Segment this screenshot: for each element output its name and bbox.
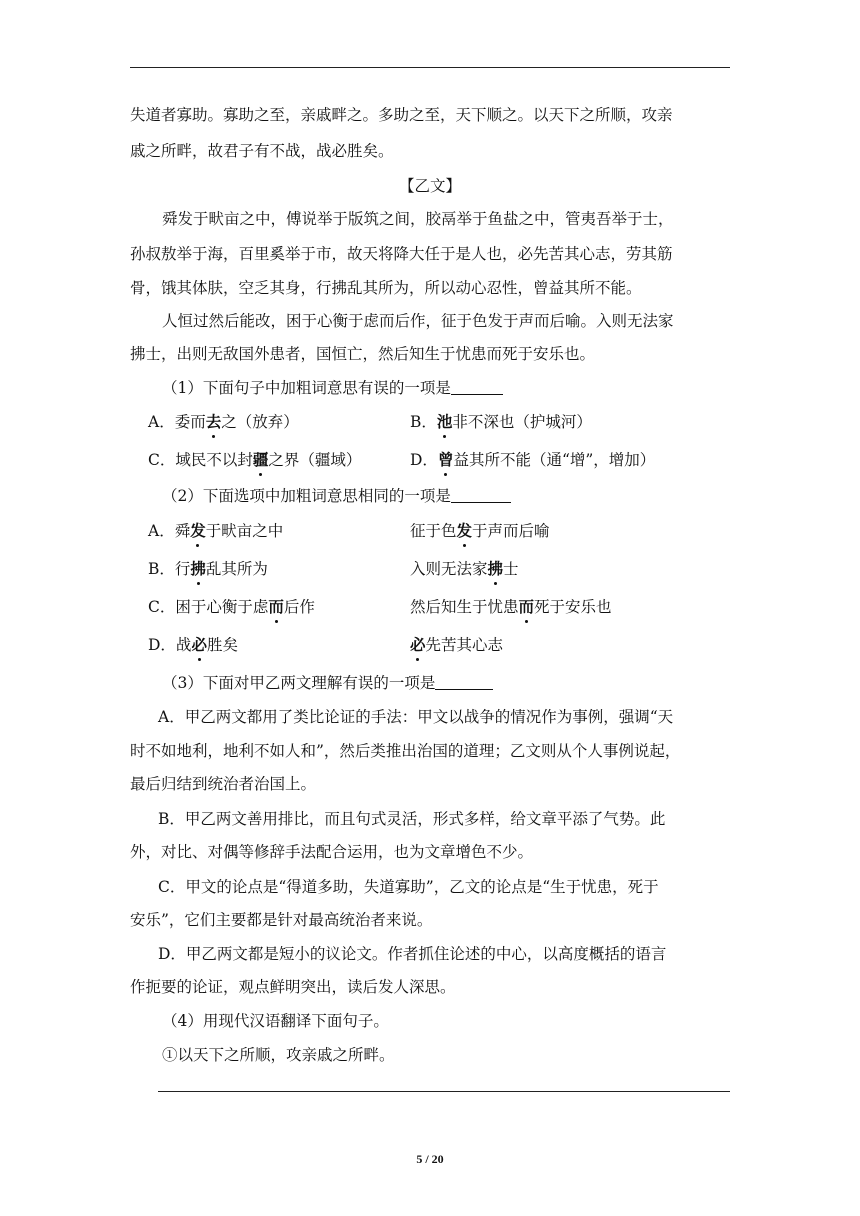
option-b-left: B．行拂乱其所为: [148, 559, 268, 578]
emphasized-word: 池: [436, 412, 453, 431]
option-b-right: 入则无法家拂士: [410, 559, 519, 578]
option-d-right: 必先苦其心志: [410, 635, 504, 654]
question-2-stem: [162, 486, 511, 506]
text-line: 舜发于畎亩之中，傅说举于版筑之间，胶鬲举于鱼盐之中，管夷吾举于士，: [162, 210, 674, 228]
emphasized-word: 而: [268, 597, 284, 616]
emphasized-word: 发: [456, 521, 473, 540]
text-line: 安乐”，它们主要都是针对最高统治者来说。: [130, 911, 433, 929]
text-line: 孙叔敖举于海，百里奚举于市，故天将降大任于是人也，必先苦其心志，劳其筋: [130, 245, 673, 263]
stem-text: （1）下面句子中加粗词意思有误的一项是: [162, 379, 451, 397]
text-line: 人恒过然后能改，困于心衡于虑而后作，征于色发于声而后喻。入则无法家: [162, 312, 674, 330]
text-line: B．甲乙两文善用排比，而且句式灵活，形式多样，给文章平添了气势。此: [158, 810, 666, 828]
emphasized-word: 必: [410, 635, 426, 654]
text-line: 最后归结到统治者治国上。: [130, 775, 317, 793]
option-d: D．曾益其所不能（通“增”，增加）: [410, 450, 656, 469]
question-1-stem: [162, 378, 503, 398]
answer-blank[interactable]: [451, 378, 503, 395]
text-line: 骨，饿其体肤，空乏其身，行拂乱其所为，所以动心忍性，曾益其所不能。: [130, 279, 642, 297]
option-c: C．域民不以封疆之界（疆域）: [148, 450, 362, 469]
text-line: C．甲文的论点是“得道多助，失道寡助”，乙文的论点是“生于忧患，死于: [158, 878, 659, 896]
emphasized-word: 疆: [252, 450, 269, 469]
text-line: 外，对比、对偶等修辞手法配合运用，也为文章增色不少。: [130, 843, 534, 861]
page-number: 5 / 20: [416, 1152, 444, 1166]
emphasized-word: 而: [518, 597, 535, 616]
answer-blank[interactable]: [451, 486, 511, 503]
text-line: A．甲乙两文都用了类比论证的手法：甲文以战争的情况作为事例，强调“天: [158, 708, 674, 726]
emphasized-word: 拂: [487, 559, 504, 578]
emphasized-word: 必: [191, 635, 207, 654]
answer-line[interactable]: [158, 1091, 730, 1092]
header-rule: [130, 67, 730, 68]
stem-text: （2）下面选项中加粗词意思相同的一项是: [162, 487, 451, 505]
emphasized-word: 拂: [190, 559, 206, 578]
text-line: 时不如地利，地利不如人和”，然后类推出治国的道理；乙文则从个人事例说起，: [130, 742, 681, 760]
sentence-1: ①以天下之所顺，攻亲戚之所畔。: [162, 1046, 395, 1064]
emphasized-word: 曾: [437, 450, 454, 469]
text-line: 拂士，出则无敌国外患者，国恒亡，然后知生于忧患而死于安乐也。: [130, 345, 596, 363]
question-3-stem: [162, 673, 493, 693]
text-line: 作扼要的论证，观点鲜明突出，读后发人深思。: [130, 978, 456, 996]
option-a-right: 征于色发于声而后喻: [410, 521, 550, 540]
answer-blank[interactable]: [435, 673, 493, 690]
option-a: A．委而去之（放弃）: [148, 412, 299, 431]
emphasized-word: 去: [205, 412, 222, 431]
stem-text: （3）下面对甲乙两文理解有误的一项是: [162, 674, 436, 692]
option-d-left: D．战必胜矣: [148, 635, 238, 654]
text-line: 失道者寡助。寡助之至，亲戚畔之。多助之至，天下顺之。以天下之所顺，攻亲: [130, 106, 673, 124]
section-title: 【乙文】: [398, 177, 461, 195]
option-c-right: 然后知生于忧患而死于安乐也: [410, 597, 612, 616]
text-line: 戚之所畔，故君子有不战，战必胜矣。: [130, 142, 394, 160]
emphasized-word: 发: [190, 521, 206, 540]
option-c-left: C．困于心衡于虑而后作: [148, 597, 315, 616]
question-4-stem: （4）用现代汉语翻译下面句子。: [162, 1012, 389, 1030]
option-a-left: A．舜发于畎亩之中: [148, 521, 284, 540]
text-line: D．甲乙两文都是短小的议论文。作者抓住论述的中心，以高度概括的语言: [158, 945, 667, 963]
option-b: B．池非不深也（护城河）: [410, 412, 592, 431]
